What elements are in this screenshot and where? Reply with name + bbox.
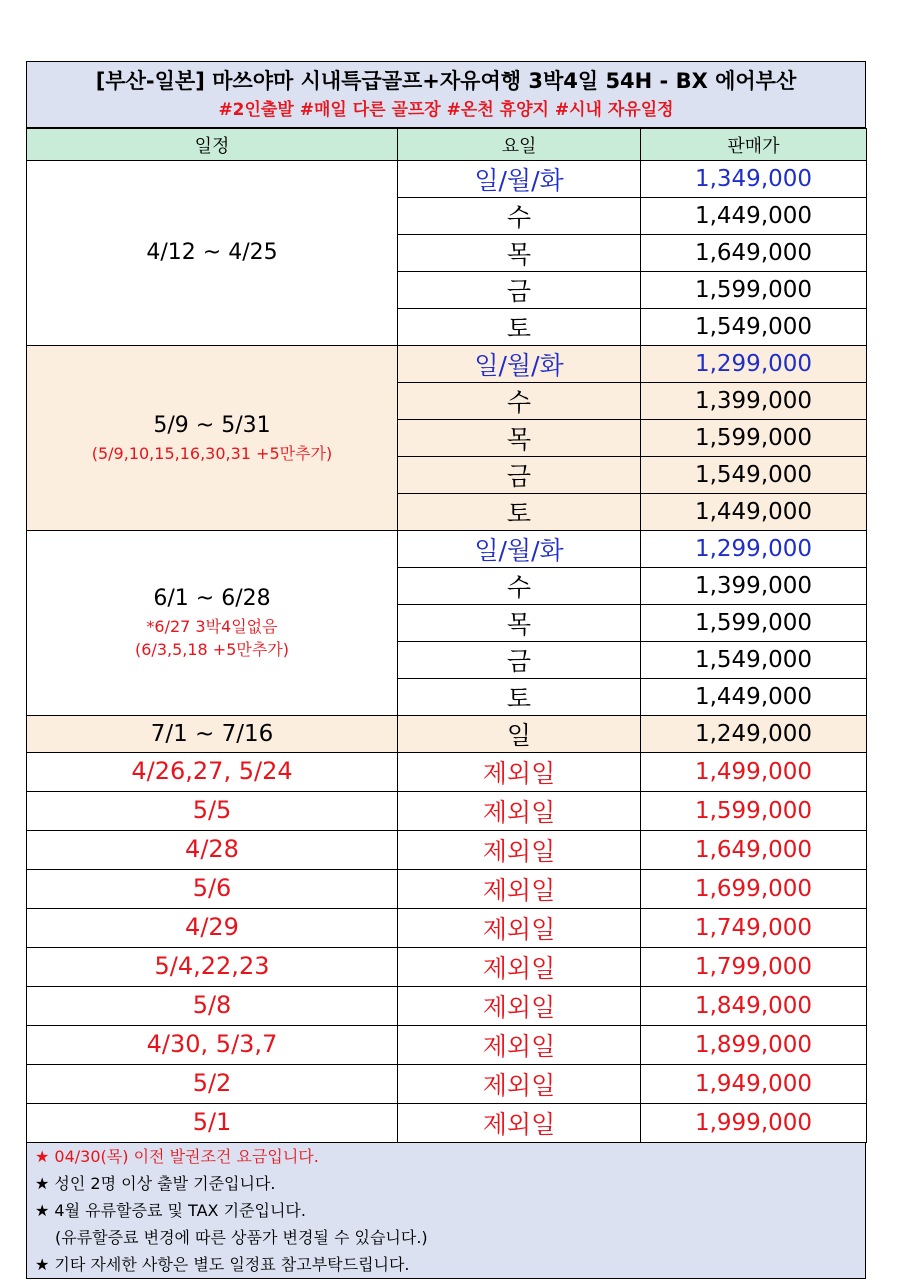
period-cell: [27, 161, 398, 346]
price-cell: 1,449,000: [641, 494, 867, 531]
period-cell: 5/4,22,23: [27, 948, 398, 987]
price-cell: 1,299,000: [641, 346, 867, 383]
period-cell: 4/29: [27, 909, 398, 948]
price-cell: 1,699,000: [641, 870, 867, 909]
price-cell: 1,399,000: [641, 568, 867, 605]
page-title: [부산-일본] 마쓰야마 시내특급골프+자유여행 3박4일 54H - BX 에어부산: [95, 69, 797, 93]
price-cell: 1,999,000: [641, 1104, 867, 1143]
period-cell: [27, 346, 398, 531]
period-label: 5/9 ~ 5/31: [153, 413, 271, 438]
day-cell: 목: [398, 605, 641, 642]
price-cell: 1,449,000: [641, 679, 867, 716]
price-cell: 1,549,000: [641, 642, 867, 679]
table-row: [27, 716, 867, 753]
day-cell: 목: [398, 235, 641, 272]
day-cell: 목: [398, 420, 641, 457]
day-cell: 토: [398, 309, 641, 346]
price-cell: 1,649,000: [641, 235, 867, 272]
period-cell: 5/6: [27, 870, 398, 909]
price-cell: 1,499,000: [641, 753, 867, 792]
day-cell: 제외일: [398, 948, 641, 987]
price-cell: 1,599,000: [641, 420, 867, 457]
price-cell: 1,949,000: [641, 1065, 867, 1104]
day-cell: 제외일: [398, 909, 641, 948]
day-cell: 제외일: [398, 1026, 641, 1065]
price-cell: 1,749,000: [641, 909, 867, 948]
table-row: [27, 1104, 867, 1143]
note-line: ★ 04/30(목) 이전 발권조건 요금입니다.: [35, 1147, 319, 1166]
note-line: ★ 성인 2명 이상 출발 기준입니다.: [35, 1174, 276, 1193]
table-row: [27, 161, 867, 198]
price-cell: 1,799,000: [641, 948, 867, 987]
price-cell: 1,449,000: [641, 198, 867, 235]
title-box: [26, 61, 866, 128]
period-cell: 4/28: [27, 831, 398, 870]
period-cell: 5/1: [27, 1104, 398, 1143]
day-cell: 금: [398, 272, 641, 309]
price-cell: 1,599,000: [641, 605, 867, 642]
price-cell: 1,349,000: [641, 161, 867, 198]
header-price: 판매가: [641, 129, 867, 161]
price-cell: 1,599,000: [641, 272, 867, 309]
header-row: [27, 129, 867, 161]
table-row: [27, 909, 867, 948]
day-cell: 일/월/화: [398, 346, 641, 383]
page-subtitle: #2인출발 #매일 다른 골프장 #온천 휴양지 #시내 자유일정: [218, 100, 674, 120]
day-cell: 수: [398, 568, 641, 605]
period-cell: 4/30, 5/3,7: [27, 1026, 398, 1065]
table-row: [27, 531, 867, 568]
table-row: [27, 948, 867, 987]
period-label: 6/1 ~ 6/28: [153, 586, 271, 612]
day-cell: 금: [398, 457, 641, 494]
day-cell: 수: [398, 383, 641, 420]
day-cell: 제외일: [398, 753, 641, 792]
note-line: ★ 4월 유류할증료 및 TAX 기준입니다.: [35, 1201, 306, 1220]
table-row: [27, 1026, 867, 1065]
period-note: (5/9,10,15,16,30,31 +5만추가): [91, 443, 333, 463]
price-cell: 1,649,000: [641, 831, 867, 870]
table-row: [27, 1065, 867, 1104]
note-line: (유류할증료 변경에 따른 상품가 변경될 수 있습니다.): [55, 1228, 428, 1247]
day-cell: 일/월/화: [398, 161, 641, 198]
price-cell: 1,899,000: [641, 1026, 867, 1065]
day-cell: 제외일: [398, 792, 641, 831]
period-cell: 4/26,27, 5/24: [27, 753, 398, 792]
period-cell: 5/8: [27, 987, 398, 1026]
day-cell: 제외일: [398, 1104, 641, 1143]
period-cell: 5/2: [27, 1065, 398, 1104]
notes-box: [26, 1143, 866, 1279]
price-cell: 1,849,000: [641, 987, 867, 1026]
price-cell: 1,249,000: [641, 716, 867, 753]
period-cell: 5/5: [27, 792, 398, 831]
period-cell: 7/1 ~ 7/16: [27, 716, 398, 753]
table-row: [27, 831, 867, 870]
day-cell: 제외일: [398, 987, 641, 1026]
table-row: [27, 987, 867, 1026]
day-cell: 일: [398, 716, 641, 753]
table-row: [27, 792, 867, 831]
price-cell: 1,549,000: [641, 309, 867, 346]
table-row: [27, 870, 867, 909]
period-label: 4/12 ~ 4/25: [146, 239, 278, 265]
header-day: 요일: [398, 129, 641, 161]
day-cell: 제외일: [398, 870, 641, 909]
note-line: ★ 기타 자세한 사항은 별도 일정표 참고부탁드립니다.: [35, 1255, 410, 1274]
day-cell: 금: [398, 642, 641, 679]
day-cell: 일/월/화: [398, 531, 641, 568]
period-note: (6/3,5,18 +5만추가): [135, 640, 289, 660]
price-table: [26, 128, 867, 1143]
price-cell: 1,599,000: [641, 792, 867, 831]
period-note: *6/27 3박4일없음: [146, 617, 278, 637]
day-cell: 수: [398, 198, 641, 235]
table-row: [27, 753, 867, 792]
day-cell: 제외일: [398, 1065, 641, 1104]
header-period: 일정: [27, 129, 398, 161]
table-row: [27, 346, 867, 383]
price-cell: 1,299,000: [641, 531, 867, 568]
price-sheet: [26, 61, 866, 1279]
day-cell: 토: [398, 494, 641, 531]
price-cell: 1,399,000: [641, 383, 867, 420]
day-cell: 토: [398, 679, 641, 716]
price-cell: 1,549,000: [641, 457, 867, 494]
day-cell: 제외일: [398, 831, 641, 870]
period-cell: [27, 531, 398, 716]
